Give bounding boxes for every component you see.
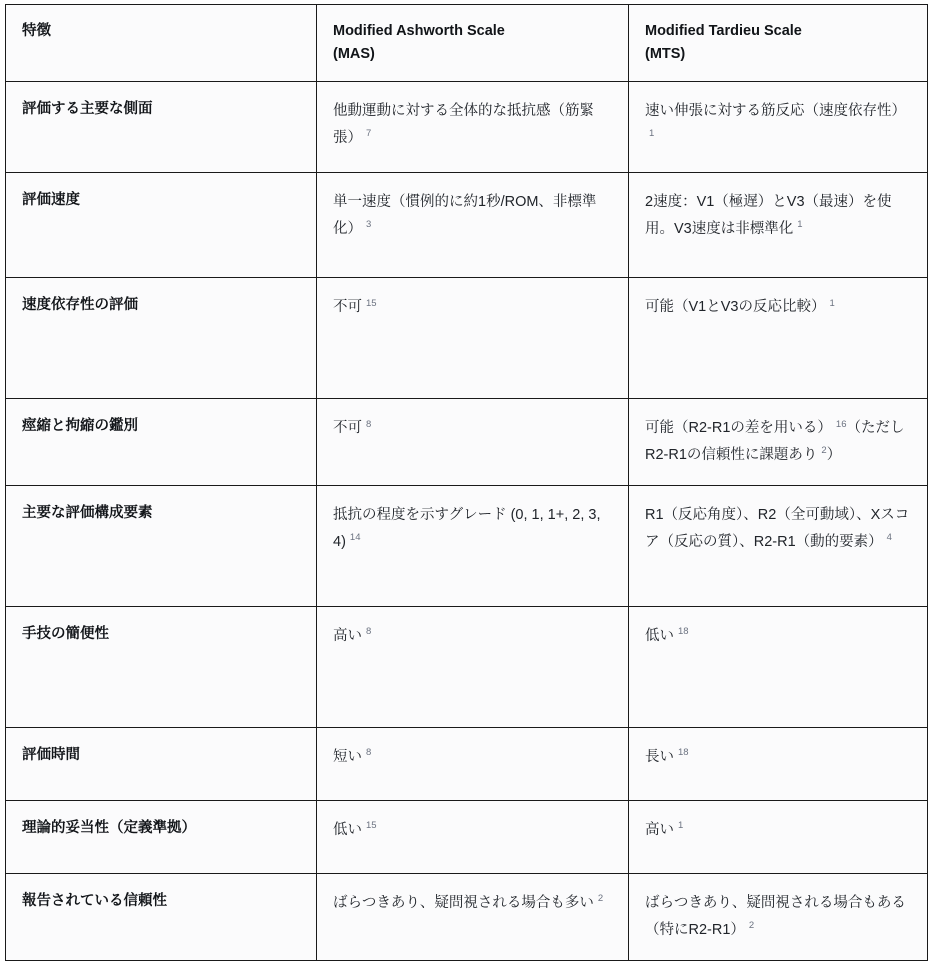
row-header-label: 評価時間 bbox=[22, 747, 80, 763]
row-header-label: 手技の簡便性 bbox=[22, 626, 109, 642]
cell-mas-text: 単一速度（慣例的に約1秒/ROM、非標準化） $^3$ bbox=[333, 194, 597, 238]
reference-number: 8 bbox=[366, 747, 372, 759]
cell-mts bbox=[629, 399, 928, 486]
cell-mts-text: 可能（R2-R1の差を用いる） $^{16}$（ただしR2-R1の信頼性に課題あり $^2$） bbox=[645, 418, 905, 464]
cell-mts-text: 高い $^1$ bbox=[645, 820, 684, 838]
cell-mts bbox=[629, 278, 928, 399]
cell-mas bbox=[317, 607, 629, 728]
cell-mas-text: ばらつきあり、疑問視される場合も多い $^2$ bbox=[333, 893, 604, 911]
table-row bbox=[6, 399, 928, 486]
table-row bbox=[6, 728, 928, 801]
table-row bbox=[6, 486, 928, 607]
row-header-feature bbox=[6, 173, 317, 278]
row-header-feature bbox=[6, 82, 317, 173]
row-header-feature bbox=[6, 607, 317, 728]
cell-mas-text: 不可 $^8$ bbox=[333, 418, 372, 437]
cell-mts-text: 長い $^{18}$ bbox=[645, 747, 689, 765]
cell-mts bbox=[629, 82, 928, 173]
comparison-table-wrapper bbox=[5, 4, 927, 961]
row-header-feature bbox=[6, 278, 317, 399]
column-header-mts-line-1: Modified Tardieu Scale bbox=[645, 23, 802, 39]
reference-number: 2 bbox=[748, 919, 755, 931]
table-row bbox=[6, 173, 928, 278]
column-header-mts-line-2: (MTS) bbox=[645, 46, 686, 63]
row-header-label: 痙縮と拘縮の鑑別 bbox=[22, 418, 138, 435]
mas-mts-comparison-table bbox=[5, 4, 928, 961]
reference-number: 8 bbox=[366, 626, 372, 638]
row-header-label: 理論的妥当性（定義準拠） bbox=[22, 820, 196, 836]
column-header-feature-line-1: 特徴 bbox=[22, 23, 51, 39]
reference-number: 15 bbox=[366, 297, 377, 309]
cell-mas-text: 抵抗の程度を示すグレード (0, 1, 1+, 2, 3, 4) $^{14}$ bbox=[333, 507, 601, 550]
cell-mas bbox=[317, 399, 629, 486]
table-row bbox=[6, 278, 928, 399]
row-header-label: 評価する主要な側面 bbox=[22, 101, 153, 118]
reference-number: 18 bbox=[678, 626, 689, 638]
reference-number: 15 bbox=[366, 820, 377, 832]
table-row bbox=[6, 82, 928, 173]
cell-mts-text: 低い $^{18}$ bbox=[645, 626, 689, 644]
cell-mas-text: 不可 $^{15}$ bbox=[333, 297, 377, 316]
row-header-label: 主要な評価構成要素 bbox=[22, 505, 153, 521]
cell-mas bbox=[317, 874, 629, 961]
row-header-label: 速度依存性の評価 bbox=[22, 297, 138, 314]
reference-number: 1 bbox=[829, 297, 835, 309]
cell-mts-text: ばらつきあり、疑問視される場合もある（特にR2-R1） $^2$ bbox=[645, 895, 906, 938]
cell-mts bbox=[629, 173, 928, 278]
reference-number: 8 bbox=[366, 418, 372, 430]
cell-mas-text: 高い $^8$ bbox=[333, 626, 372, 644]
column-header-mas-line-2: (MAS) bbox=[333, 46, 375, 63]
cell-mts bbox=[629, 607, 928, 728]
cell-mas-text: 他動運動に対する全体的な抵抗感（筋緊張） $^7$ bbox=[333, 103, 594, 147]
column-header-mas-line-1: Modified Ashworth Scale bbox=[333, 23, 505, 39]
cell-mas bbox=[317, 173, 629, 278]
cell-mts-text: 2速度：V1（極遅）とV3（最速）を使用。V3速度は非標準化 $^1$ bbox=[645, 194, 892, 238]
reference-number: 1 bbox=[797, 219, 803, 231]
reference-number: 1 bbox=[678, 820, 684, 832]
reference-number: 3 bbox=[366, 219, 372, 231]
cell-mts bbox=[629, 874, 928, 961]
cell-mas-text: 短い $^8$ bbox=[333, 747, 372, 765]
cell-mas bbox=[317, 801, 629, 874]
cell-mas bbox=[317, 728, 629, 801]
reference-number: 4 bbox=[886, 531, 892, 543]
column-header-feature bbox=[6, 5, 317, 82]
row-header-label: 評価速度 bbox=[22, 192, 80, 209]
table-body bbox=[6, 82, 928, 960]
reference-number: 1 bbox=[649, 128, 655, 140]
reference-number: 2 bbox=[597, 893, 604, 905]
column-header-mas bbox=[317, 5, 629, 82]
cell-mts bbox=[629, 486, 928, 607]
cell-mts-text: 速い伸張に対する筋反応（速度依存性）$^1$ bbox=[645, 103, 906, 140]
row-header-feature bbox=[6, 486, 317, 607]
cell-mas-text: 低い $^{15}$ bbox=[333, 820, 377, 838]
cell-mts bbox=[629, 801, 928, 874]
reference-number-secondary: 2 bbox=[821, 445, 827, 457]
row-header-feature bbox=[6, 728, 317, 801]
row-header-feature bbox=[6, 801, 317, 874]
row-header-feature bbox=[6, 399, 317, 486]
table-row bbox=[6, 801, 928, 874]
reference-number: 18 bbox=[678, 747, 689, 759]
reference-number: 14 bbox=[349, 531, 361, 543]
column-header-mts bbox=[629, 5, 928, 82]
cell-mts bbox=[629, 728, 928, 801]
cell-mas bbox=[317, 486, 629, 607]
reference-number: 16 bbox=[835, 418, 847, 430]
reference-number: 7 bbox=[366, 128, 372, 140]
cell-mts-text: 可能（V1とV3の反応比較） $^1$ bbox=[645, 297, 835, 316]
cell-mts-text: R1（反応角度）、R2（全可動域）、Xスコア（反応の質）、R2-R1（動的要素） $^4$ bbox=[645, 507, 910, 550]
table-header-row bbox=[6, 5, 928, 82]
table-row bbox=[6, 874, 928, 961]
cell-mas bbox=[317, 82, 629, 173]
table-header bbox=[6, 5, 928, 82]
cell-mas bbox=[317, 278, 629, 399]
row-header-feature bbox=[6, 874, 317, 961]
row-header-label: 報告されている信頼性 bbox=[22, 893, 167, 909]
table-row bbox=[6, 607, 928, 728]
